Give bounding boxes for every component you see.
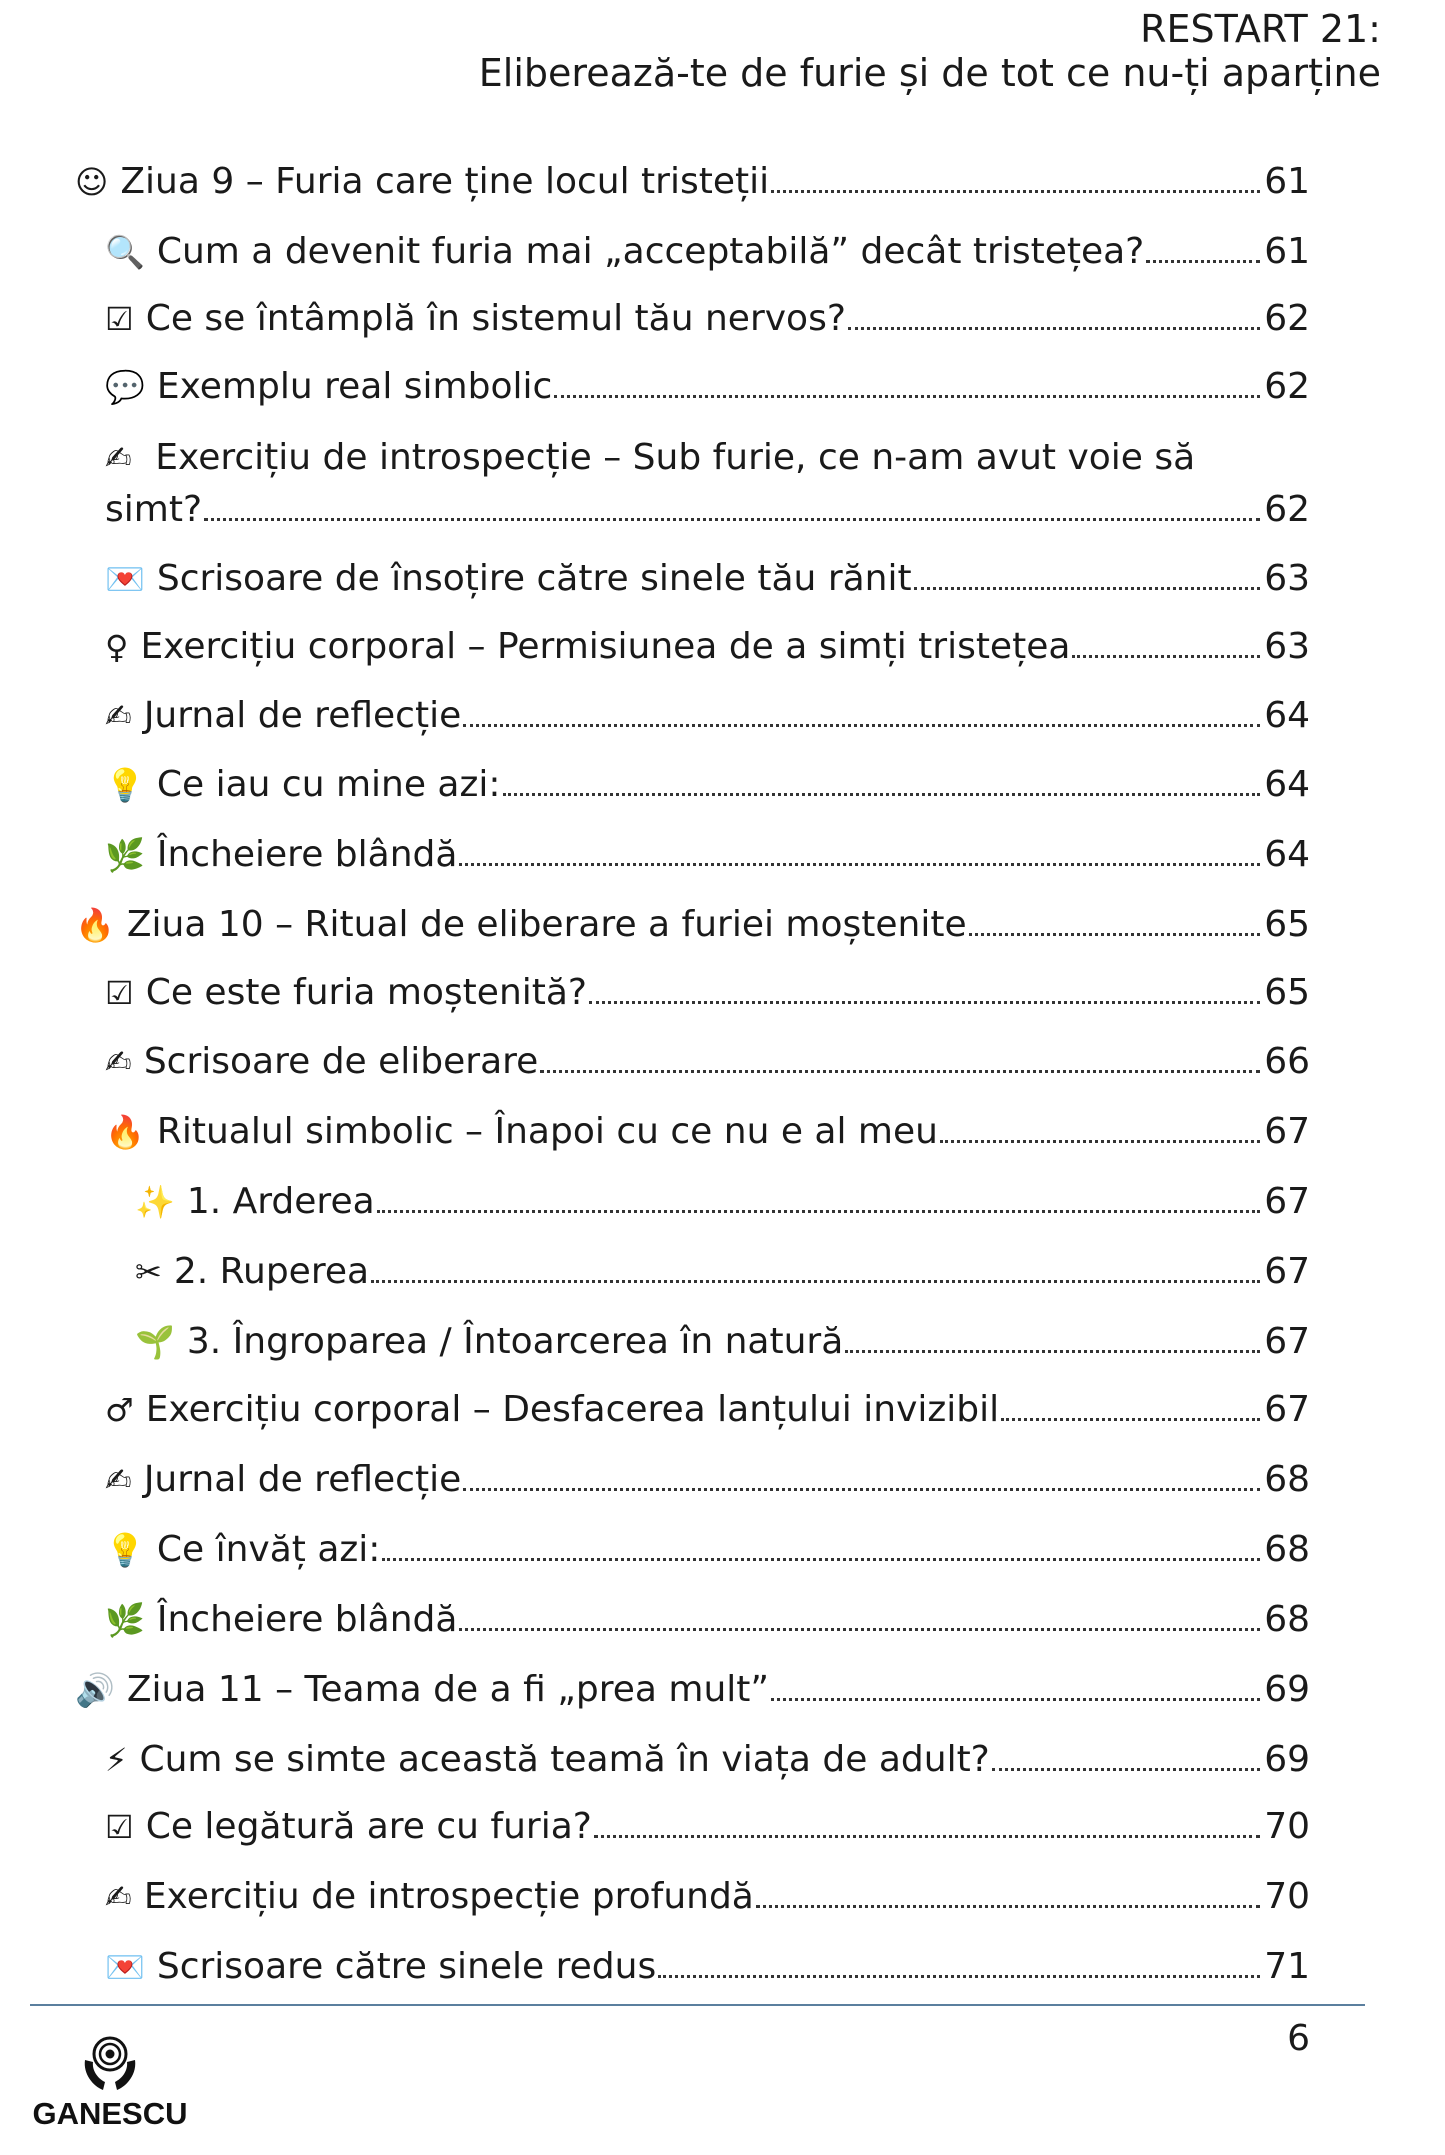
- toc-entry-title: Jurnal de reflecție: [143, 695, 462, 736]
- checkbox-icon: ☑: [105, 1808, 134, 1846]
- sad-face-icon: ☺: [75, 163, 109, 201]
- checkbox-icon: ☑: [105, 300, 134, 338]
- toc-entry-title: 2. Ruperea: [173, 1251, 370, 1292]
- toc-entry[interactable]: [105, 1528, 1310, 1571]
- toc-page-number: 67: [1264, 1111, 1310, 1152]
- toc-entry[interactable]: [105, 1945, 1310, 1988]
- toc-page-number: 67: [1264, 1181, 1310, 1222]
- herb-icon: 🌿: [105, 1601, 145, 1639]
- toc-entry-title: Ziua 10 – Ritual de eliberare a furiei moștenite: [126, 904, 967, 945]
- toc-page-number: 67: [1264, 1251, 1310, 1292]
- toc-entry-title: Încheiere blândă: [156, 834, 458, 875]
- toc-entry-sub[interactable]: [135, 1250, 1310, 1293]
- sparkles-icon: ✨: [135, 1183, 175, 1221]
- toc-entry[interactable]: [105, 365, 1310, 408]
- toc-page-number: 61: [1264, 161, 1310, 202]
- toc-page-number: 67: [1264, 1321, 1310, 1362]
- toc-entry-title: Ce este furia moștenită?: [145, 972, 588, 1013]
- toc-entry[interactable]: [105, 694, 1310, 737]
- seedling-icon: 🌱: [135, 1323, 175, 1361]
- writing-hand-icon: ✍: [105, 1878, 132, 1916]
- toc-page-number: 63: [1264, 626, 1310, 667]
- light-bulb-icon: 💡: [105, 1531, 145, 1569]
- page-number: 6: [1287, 2018, 1310, 2059]
- toc-entry[interactable]: [105, 625, 1310, 668]
- toc-page-number: 71: [1264, 1946, 1310, 1987]
- checkbox-icon: ☑: [105, 974, 134, 1012]
- toc-page-number: 69: [1264, 1739, 1310, 1780]
- toc-entry-day[interactable]: [75, 903, 1310, 946]
- toc-page-number: 64: [1264, 695, 1310, 736]
- toc-page-number: 66: [1264, 1041, 1310, 1082]
- toc-leader-dots: [756, 1905, 1260, 1908]
- toc-entry-title: Ritualul simbolic – Înapoi cu ce nu e al meu: [156, 1111, 938, 1152]
- toc-entry-wrapped[interactable]: [105, 432, 1310, 536]
- toc-entry-title: Ce iau cu mine azi:: [156, 764, 501, 805]
- toc-leader-dots: [554, 395, 1260, 398]
- toc-leader-dots: [459, 1628, 1260, 1631]
- toc-page-number: 61: [1264, 231, 1310, 272]
- speech-bubble-icon: 💬: [105, 368, 145, 406]
- speaker-icon: 🔊: [75, 1671, 115, 1709]
- toc-leader-dots: [1146, 260, 1260, 263]
- herb-icon: 🌿: [105, 836, 145, 874]
- female-sign-icon: ♀: [105, 628, 129, 666]
- toc-page-number: 62: [1264, 366, 1310, 407]
- toc-entry-title: Exercițiu de introspecție profundă: [143, 1876, 754, 1917]
- toc-entry[interactable]: [105, 1388, 1310, 1431]
- toc-entry[interactable]: [105, 297, 1310, 340]
- toc-entry-title: Ce legătură are cu furia?: [145, 1806, 592, 1847]
- toc-entry-title: Ce învăț azi:: [156, 1529, 381, 1570]
- love-letter-icon: 💌: [105, 560, 145, 598]
- toc-entry-day[interactable]: [75, 160, 1310, 203]
- toc-leader-dots: [503, 793, 1261, 796]
- fire-icon: 🔥: [105, 1113, 145, 1151]
- toc-entry-title: 1. Arderea: [186, 1181, 375, 1222]
- logo-text: GANESCU: [32, 2096, 188, 2131]
- toc-entry-title: Scrisoare către sinele redus: [156, 1946, 657, 1987]
- toc-leader-dots: [463, 724, 1260, 727]
- header-subtitle: Eliberează-te de furie și de tot ce nu-ți aparține: [478, 50, 1381, 95]
- toc-entry-title-line2: simt?: [105, 489, 203, 531]
- toc-leader-dots: [540, 1070, 1260, 1073]
- toc-entry-title: Jurnal de reflecție: [143, 1459, 462, 1500]
- toc-entry-title: Cum se simte această teamă în viața de adult?: [139, 1739, 990, 1780]
- toc-leader-dots: [371, 1280, 1260, 1283]
- toc-page-number: 70: [1264, 1876, 1310, 1917]
- toc-entry-title: Ziua 11 – Teama de a fi „prea mult”: [126, 1669, 770, 1710]
- toc-entry[interactable]: [105, 833, 1310, 876]
- toc-page-number: 68: [1264, 1529, 1310, 1570]
- toc-leader-dots: [658, 1975, 1260, 1978]
- toc-entry[interactable]: [105, 971, 1310, 1014]
- love-letter-icon: 💌: [105, 1948, 145, 1986]
- toc-entry[interactable]: [105, 1458, 1310, 1501]
- toc-entry-title: Cum a devenit furia mai „acceptabilă” decât tristețea?: [156, 231, 1145, 272]
- light-bulb-icon: 💡: [105, 766, 145, 804]
- writing-hand-icon: ✍: [105, 1461, 132, 1499]
- toc-entry-title: Exemplu real simbolic: [156, 366, 553, 407]
- fire-icon: 🔥: [75, 906, 115, 944]
- writing-hand-icon: ✍: [105, 1043, 132, 1081]
- toc-leader-dots: [992, 1768, 1260, 1771]
- toc-leader-dots: [771, 190, 1260, 193]
- toc-entry[interactable]: [105, 557, 1310, 600]
- toc-page-number: 62: [1264, 489, 1310, 531]
- toc-page-number: 69: [1264, 1669, 1310, 1710]
- toc-entry[interactable]: [105, 1110, 1310, 1153]
- toc-leader-dots: [382, 1558, 1260, 1561]
- toc-entry-day[interactable]: [75, 1668, 1310, 1711]
- toc-page-number: 65: [1264, 904, 1310, 945]
- toc-entry[interactable]: [105, 230, 1310, 273]
- toc-entry-title: Încheiere blândă: [156, 1599, 458, 1640]
- ganescu-logo: [30, 2030, 190, 2132]
- toc-leader-dots: [463, 1488, 1260, 1491]
- toc-page-number: 65: [1264, 972, 1310, 1013]
- toc-leader-dots: [459, 863, 1260, 866]
- toc-page-number: 62: [1264, 298, 1310, 339]
- toc-entry-title-line1: Exercițiu de introspecție – Sub furie, ce n-am avut voie să: [155, 437, 1196, 478]
- writing-hand-icon: ✍: [105, 697, 132, 735]
- toc-entry-title: Ziua 9 – Furia care ține locul tristeții: [120, 161, 770, 202]
- toc-leader-dots: [594, 1835, 1260, 1838]
- toc-leader-dots: [771, 1698, 1260, 1701]
- toc-entry-title: Scrisoare de însoțire către sinele tău rănit: [156, 558, 912, 599]
- toc-leader-dots: [940, 1140, 1260, 1143]
- toc-entry-title: Scrisoare de eliberare: [143, 1041, 539, 1082]
- toc-leader-dots: [377, 1210, 1261, 1213]
- toc-page-number: 64: [1264, 764, 1310, 805]
- male-sign-icon: ♂: [105, 1391, 134, 1429]
- toc-entry-title: Ce se întâmplă în sistemul tău nervos?: [145, 298, 846, 339]
- header-title: RESTART 21:: [1140, 7, 1381, 51]
- toc-leader-dots: [1072, 655, 1260, 658]
- toc-leader-dots: [204, 518, 1260, 521]
- scissors-icon: ✂: [135, 1253, 162, 1291]
- toc-page-number: 68: [1264, 1599, 1310, 1640]
- toc-entry[interactable]: [105, 1805, 1310, 1848]
- running-header: [479, 8, 1381, 95]
- toc-page-number: 63: [1264, 558, 1310, 599]
- toc-entry[interactable]: [105, 1875, 1310, 1918]
- logo-emblem-icon: [75, 2030, 145, 2094]
- magnifier-icon: 🔍: [105, 233, 145, 271]
- toc-page-number: 67: [1264, 1389, 1310, 1430]
- toc-entry[interactable]: [105, 1738, 1310, 1781]
- toc-entry-sub[interactable]: [135, 1180, 1310, 1223]
- toc-entry[interactable]: [105, 763, 1310, 806]
- toc-leader-dots: [1001, 1418, 1260, 1421]
- toc-leader-dots: [589, 1001, 1260, 1004]
- toc-entry[interactable]: [105, 1040, 1310, 1083]
- writing-hand-icon: ✍: [105, 439, 132, 477]
- toc-page-number: 64: [1264, 834, 1310, 875]
- toc-leader-dots: [848, 327, 1260, 330]
- footer-divider: [30, 2004, 1365, 2006]
- toc-entry-title: Exercițiu corporal – Permisiunea de a simți tristețea: [140, 626, 1071, 667]
- toc-entry-sub[interactable]: [135, 1320, 1310, 1363]
- toc-leader-dots: [845, 1350, 1260, 1353]
- toc-leader-dots: [914, 587, 1261, 590]
- lightning-icon: ⚡: [105, 1741, 128, 1779]
- toc-entry-title: Exercițiu corporal – Desfacerea lanțului invizibil: [145, 1389, 1000, 1430]
- toc-page-number: 68: [1264, 1459, 1310, 1500]
- toc-entry-title: 3. Îngroparea / Întoarcerea în natură: [186, 1321, 844, 1362]
- toc-leader-dots: [969, 933, 1261, 936]
- toc-page-number: 70: [1264, 1806, 1310, 1847]
- toc-entry[interactable]: [105, 1598, 1310, 1641]
